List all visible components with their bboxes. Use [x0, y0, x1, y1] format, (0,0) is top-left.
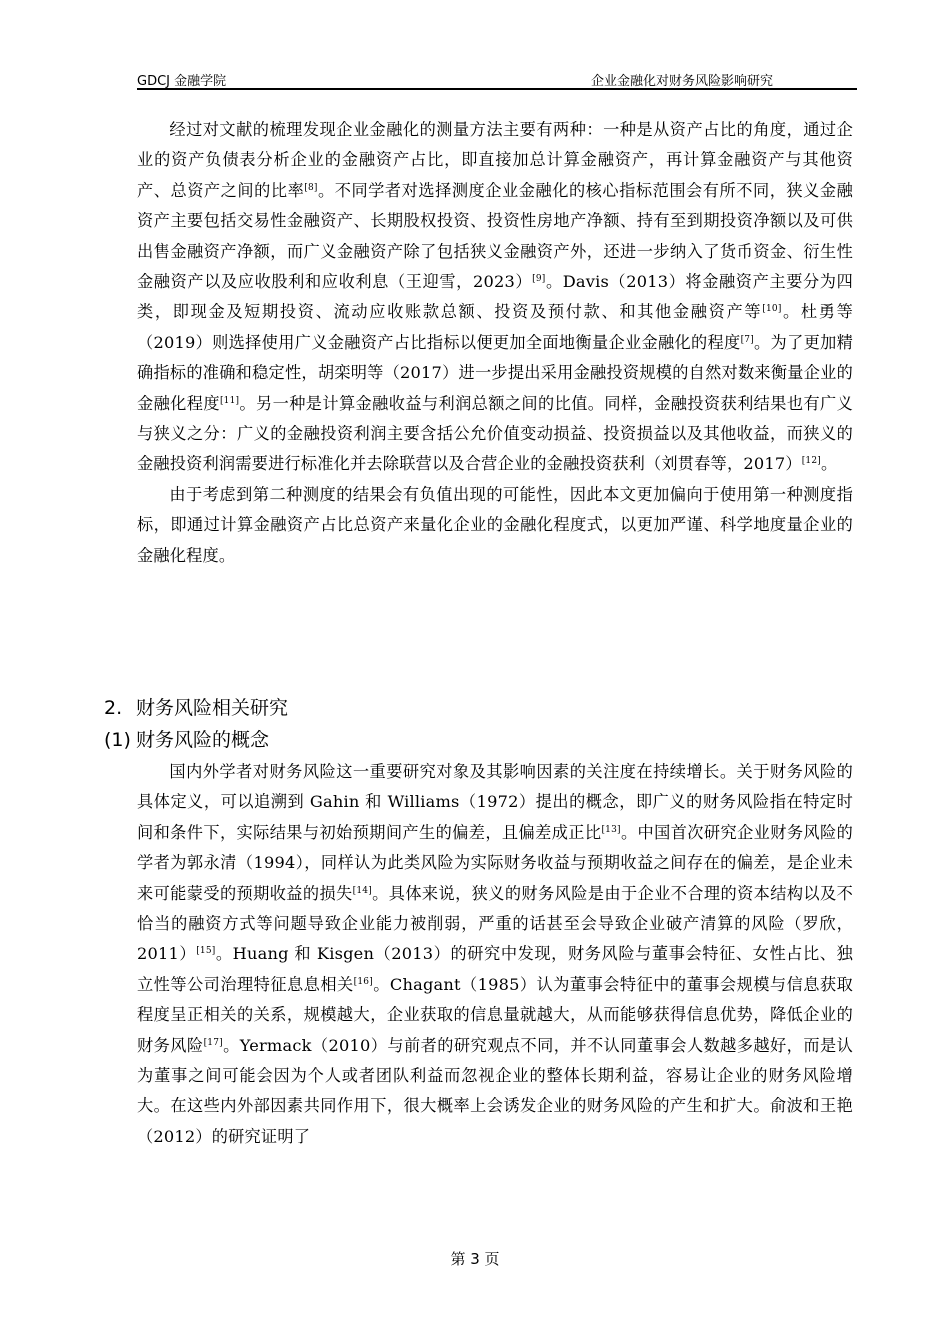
para1-sentence-6: 。另一种是计算金融收益与利润总额之间的比值。同样，金融投资获利结果也有广义与狭义之分：广义的金融投资利润主要含括公允价值变动损益、投资损益以及其他收益，而狭义的金融投资利润需要进行标准化并去除联营以及合营企业的金融投资获利（刘贯春等，2017）: [137, 393, 854, 474]
paragraph-financial-risk-definition: [137, 757, 853, 1152]
section-title: 财务风险相关研究: [136, 697, 289, 719]
para1-sentence-2: 。不同学者对选择测度企业金融化的核心指标范围会有所不同，狭义金融资产主要包括交易性金融资产、长期股权投资、投资性房地产净额、持有至到期投资净额以及可供出售金融资产净额，而广义金融资产除了包括狭义金融资产外，还进一步纳入了货币资金、衍生性金融资产以及应收股利和应收利息（王迎雪，2023）: [137, 180, 853, 292]
main-content-bottom: [137, 757, 853, 1152]
section-number: 2.: [104, 697, 123, 719]
citation-14: [14]: [352, 885, 372, 896]
main-content-top: [137, 115, 853, 571]
paragraph-financialization-measurement: [137, 115, 853, 480]
para3-sentence-1: 国内外学者对财务风险这一重要研究对象及其影响因素的关注度在持续增长。关于财务风险的具体定义，可以追溯到 Gahin 和 Williams（1972）提出的概念，即广义的财务风险指在特定时间和条件下，实际结果与初始预期间产生的偏差，且偏差成正比: [137, 762, 853, 842]
paragraph-measurement-choice: 由于考虑到第二种测度的结果会有负值出现的可能性，因此本文更加偏向于使用第一种测度指标，即通过计算金融资产占比总资产来量化企业的金融化程度式，以更加严谨、科学地度量企业的金融化程度。: [137, 484, 853, 565]
section-heading-financial-risk-research: [104, 694, 288, 722]
para3-sentence-5: 。Chagant（1985）认为董事会特征中的董事会规模与信息获取程度呈正相关的关系，规模越大，企业获取的信息量就越大，从而能够获得信息优势，降低企业的财务风险: [137, 974, 853, 1055]
citation-13: [13]: [601, 824, 621, 835]
para1-sentence-1: 经过对文献的梳理发现企业金融化的测量方法主要有两种：一种是从资产占比的角度，通过企业的资产负债表分析企业的金融资产占比，即直接加总计算金融资产，再计算金融资产与其他资产、总资产之间的比率: [137, 120, 853, 200]
citation-12: [12]: [801, 456, 821, 467]
page-number: 第 3 页: [450, 1250, 500, 1268]
citation-8: [8]: [304, 182, 318, 193]
para1-sentence-3: 。Davis（2013）将金融资产主要分为四类，即现金及短期投资、流动应收账款总额、投资及预付款、和其他金融资产等: [137, 272, 853, 322]
citation-10: [10]: [762, 304, 782, 315]
citation-16: [16]: [353, 976, 373, 987]
header-right-text: 企业金融化对财务风险影响研究: [590, 74, 773, 89]
citation-9: [9]: [532, 274, 546, 285]
para3-sentence-3: 。具体来说，狭义的财务风险是由于企业不合理的资本结构以及不恰当的融资方式等问题导致企业能力被削弱，严重的话甚至会导致企业破产清算的风险（罗欣，2011）: [137, 883, 853, 964]
subsection-title: 财务风险的概念: [136, 729, 270, 751]
para1-sentence-4: 。杜勇等（2019）则选择使用广义金融资产占比指标以便更加全面地衡量企业金融化的程度: [137, 302, 853, 352]
citation-11: [11]: [219, 395, 240, 406]
para3-sentence-4: 。Huang 和 Kisgen（2013）的研究中发现，财务风险与董事会特征、女性占比、独立性等公司治理特征息息相关: [137, 944, 853, 994]
citation-7: [7]: [740, 334, 754, 345]
para3-sentence-6: 。Yermack（2010）与前者的研究观点不同，并不认同董事会人数越多越好，而是认为董事之间可能会因为个人或者团队利益而忽视企业的整体长期利益，容易让企业的财务风险增大。在这些内外部因素共同作用下，很大概率上会诱发企业的财务风险的产生和扩大。俞波和王艳（2012）的研究证明了: [137, 1035, 853, 1146]
page-header: [137, 66, 857, 90]
para1-sentence-7: 。: [821, 454, 838, 474]
para1-sentence-5: 。为了更加精确指标的准确和稳定性，胡栾明等（2017）进一步提出采用金融投资规模的自然对数来衡量企业的金融化程度: [137, 332, 853, 413]
subsection-number: (1): [104, 729, 131, 751]
citation-17: [17]: [203, 1037, 223, 1048]
citation-15: [15]: [196, 946, 216, 957]
subsection-heading-financial-risk-concept: [104, 726, 269, 754]
para3-sentence-2: 。中国首次研究企业财务风险的学者为郭永清（1994），同样认为此类风险为实际财务收益与预期收益之间存在的偏差，是企业未来可能蒙受的预期收益的损失: [137, 822, 853, 903]
header-left-text: GDCJ 金融学院: [137, 74, 227, 89]
